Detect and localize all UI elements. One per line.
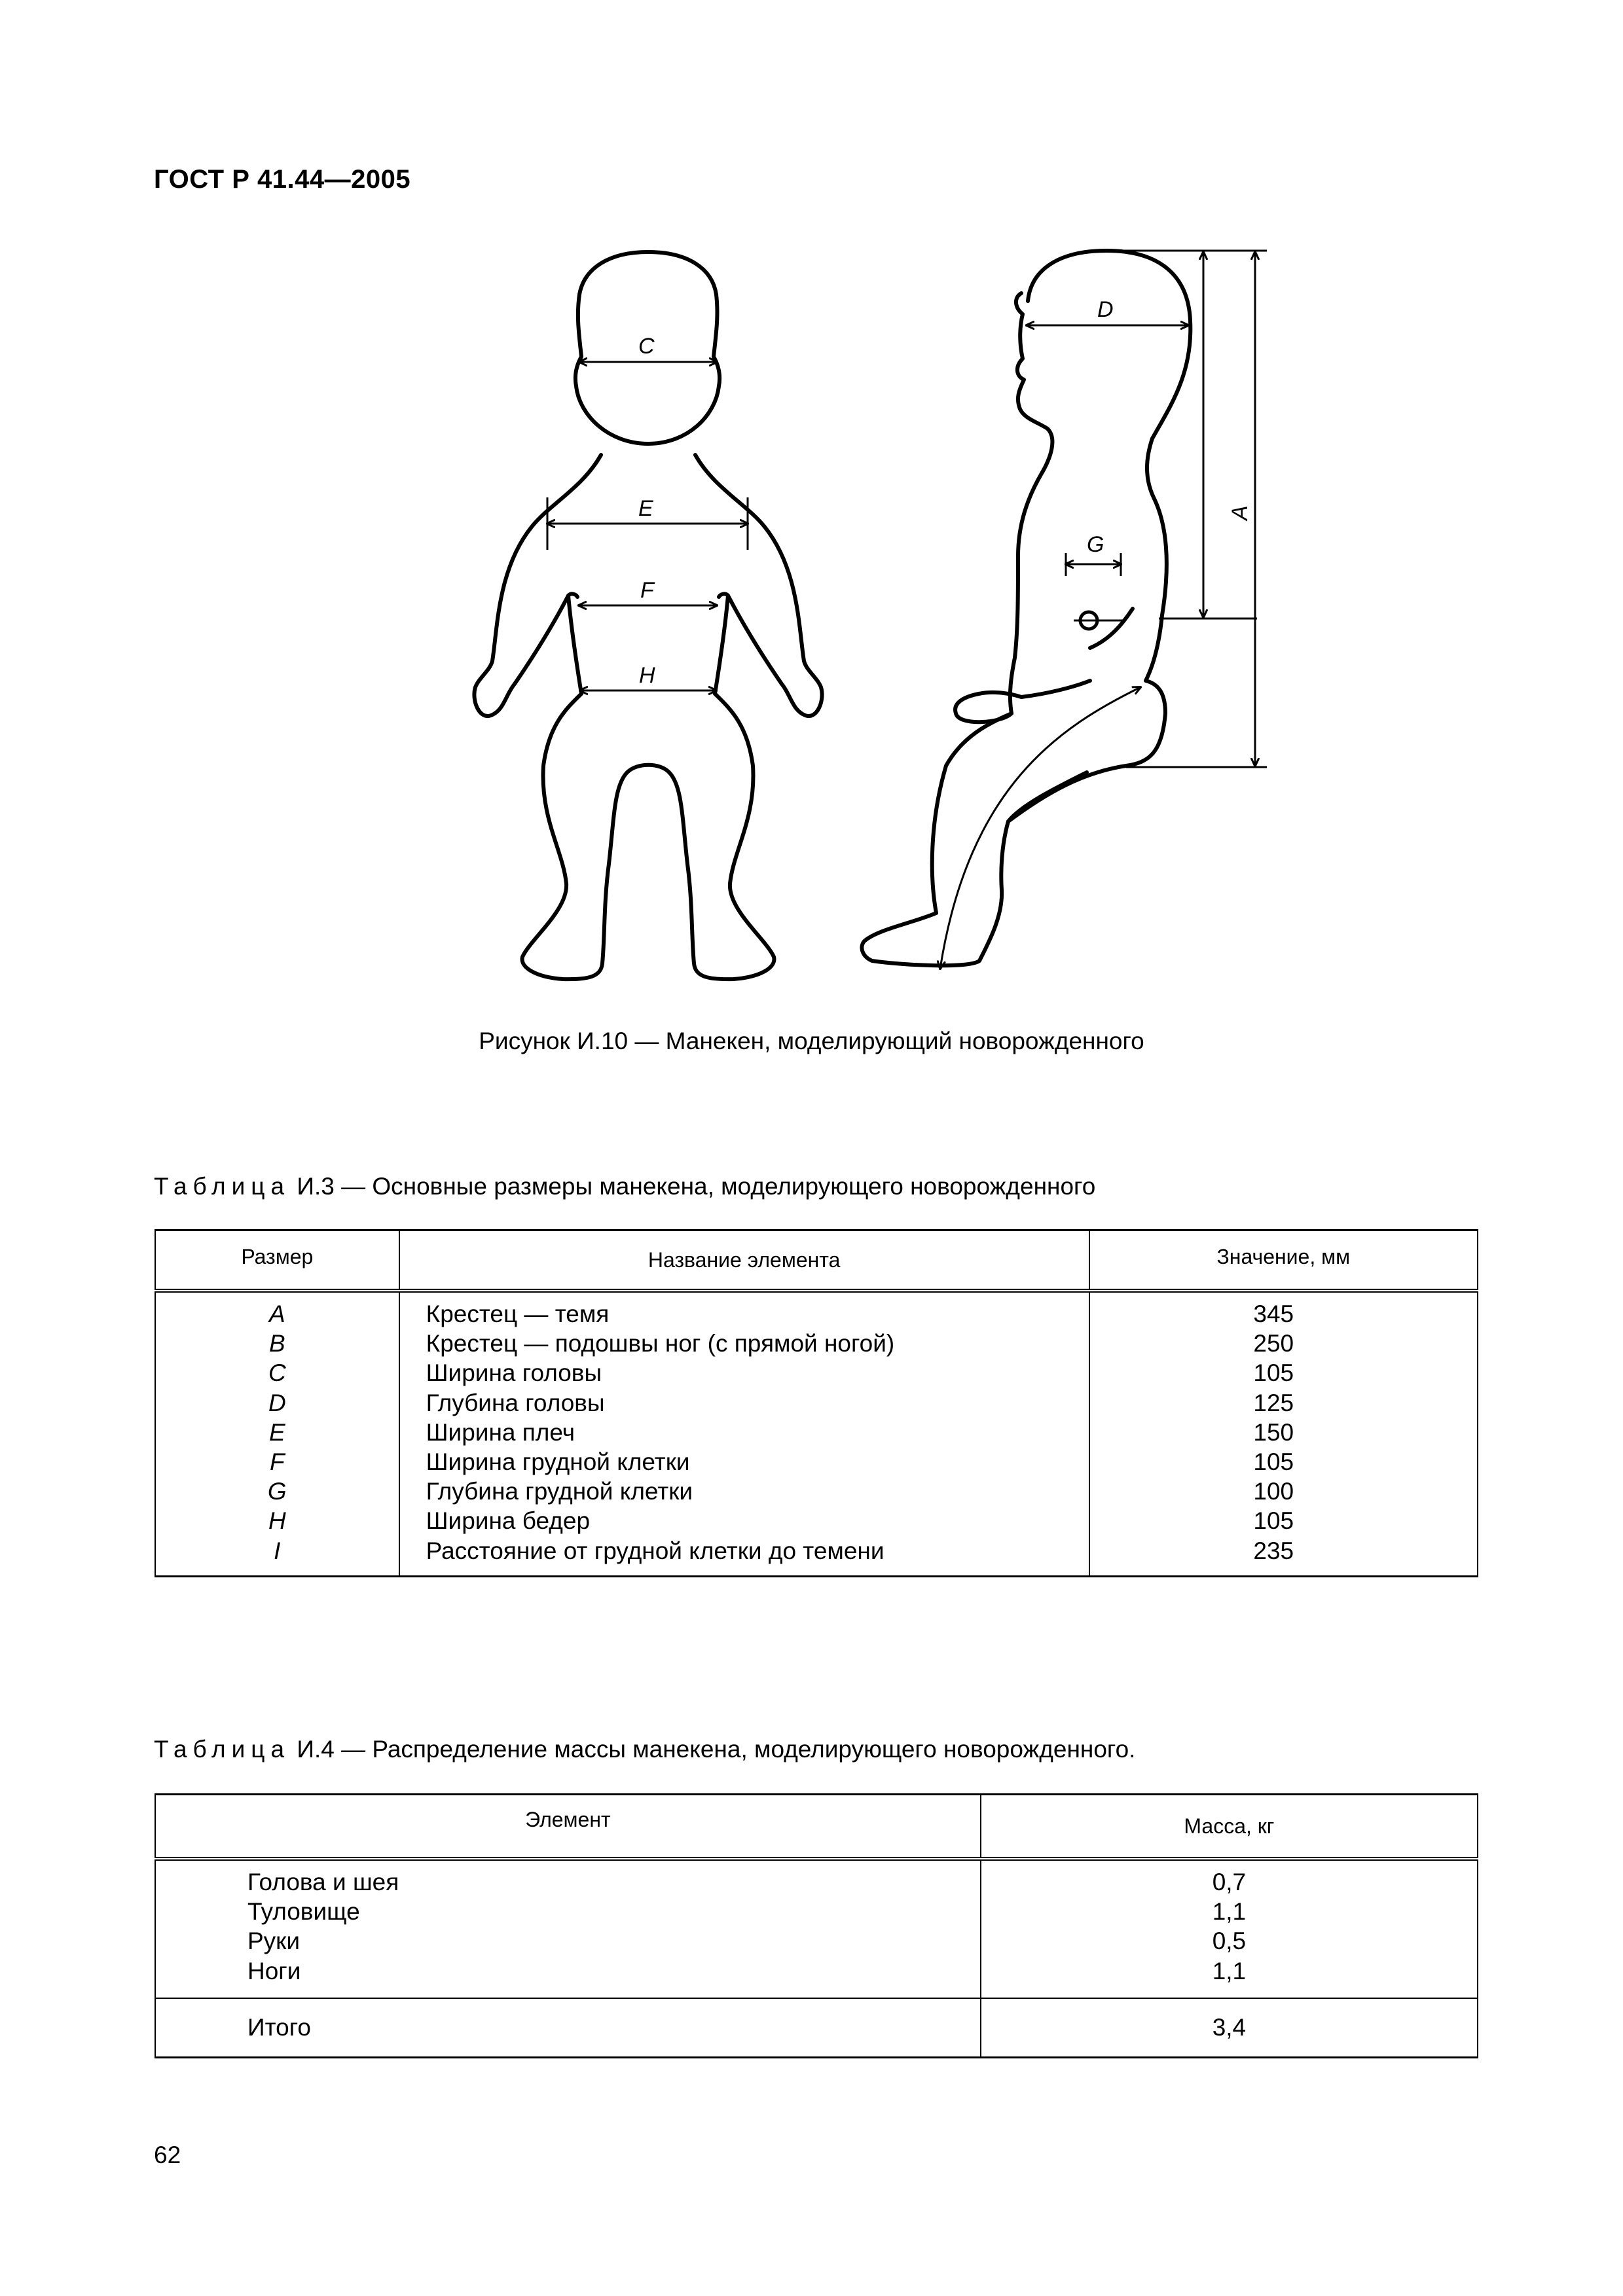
document-code: ГОСТ Р 41.44—2005 [154,165,411,194]
table-i4-title: Таблица И.4 — Распределение массы манекена, моделирующего новорожденного. [154,1736,1136,1763]
size-value: 105 [1253,1448,1294,1475]
col-header-element: Элемент [155,1795,981,1859]
mass-value: 0,5 [1212,1928,1247,1955]
element-name: Крестец — темя [426,1300,610,1327]
element-name: Ширина грудной клетки [426,1448,690,1475]
size-symbol: G [267,1478,287,1505]
mass-value: 1,1 [1212,1957,1247,1984]
side-body-outline [862,251,1190,965]
front-body-outline [474,455,822,979]
label-h: H [639,663,655,688]
element-name: Глубина грудной клетки [426,1478,693,1505]
size-value: 235 [1253,1537,1294,1564]
mass-element: Голова и шея [247,1869,399,1895]
size-symbol: C [268,1359,286,1387]
col-header-size: Размер [155,1230,399,1291]
mass-value: 1,1 [1212,1898,1247,1926]
total-label: Итого [155,1998,981,2058]
table-i3 [155,1229,1478,1577]
total-value: 3,4 [981,1998,1478,2058]
label-f: F [640,578,654,603]
element-name: Глубина головы [426,1389,605,1416]
mass-element: Руки [247,1928,301,1955]
size-value: 125 [1253,1389,1294,1416]
label-c: C [638,334,655,359]
table-row [155,1291,1478,1576]
element-name: Крестец — подошвы ног (с прямой ногой) [426,1330,895,1357]
mass-value: 0,7 [1212,1869,1247,1895]
table-i4 [155,1793,1478,2058]
label-d: D [1097,297,1114,322]
size-symbol: E [268,1418,285,1446]
size-symbol: I [274,1537,281,1564]
element-name: Расстояние от грудной клетки до темени [426,1537,884,1564]
element-name: Ширина головы [426,1359,602,1387]
size-value: 345 [1253,1300,1294,1327]
size-value: 150 [1253,1418,1294,1446]
label-e: E [638,496,653,521]
size-value: 105 [1253,1507,1294,1535]
label-g: G [1087,532,1104,557]
size-symbol: D [268,1389,286,1416]
size-symbol: F [270,1448,285,1475]
mass-element: Туловище [247,1898,360,1926]
table-row [155,1859,1478,1998]
total-row [155,1998,1478,2058]
col-header-value: Значение, мм [1089,1230,1478,1291]
size-symbol: B [268,1330,285,1357]
element-name: Ширина бедер [426,1507,591,1535]
col-header-mass: Масса, кг [981,1795,1478,1859]
table-i3-title: Таблица И.3 — Основные размеры манекена, моделирующего новорожденного [154,1173,1096,1200]
newborn-dummy-figure [0,0,1623,1008]
col-header-name: Название элемента [399,1230,1089,1291]
size-value: 105 [1253,1359,1294,1387]
mass-element: Ноги [247,1957,301,1984]
size-symbol: A [268,1300,285,1327]
element-name: Ширина плеч [426,1418,575,1446]
size-value: 250 [1253,1330,1294,1357]
page-number: 62 [154,2142,181,2168]
figure-caption: Рисунок И.10 — Манекен, моделирующий новорожденного [479,1028,1144,1054]
dimension-b-curve [940,687,1140,969]
label-a: A [1228,505,1252,520]
size-value: 100 [1253,1478,1294,1505]
size-symbol: H [268,1507,286,1535]
